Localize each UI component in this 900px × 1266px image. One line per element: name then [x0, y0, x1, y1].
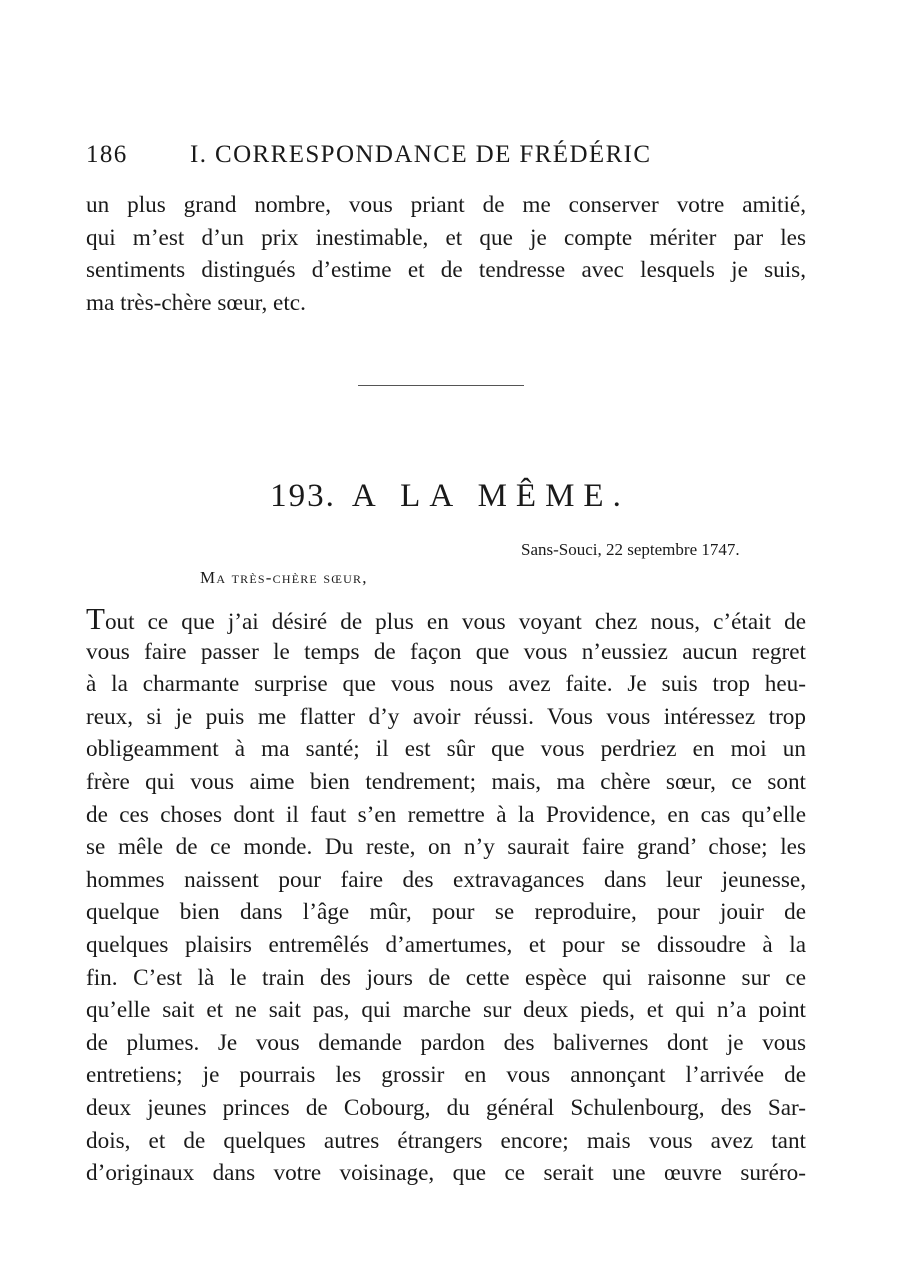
letter-salutation: Ma très-chère sœur,: [200, 568, 368, 587]
letter-body: [86, 603, 806, 1190]
text-line: quelque bien dans l’âge mûr, pour se reproduire, pour jouir de: [86, 899, 806, 926]
drop-cap: T: [86, 603, 105, 636]
section-divider: [358, 385, 524, 386]
text-line: vous faire passer le temps de façon que vous n’eussiez aucun regret: [86, 638, 806, 665]
text-line: deux jeunes princes de Cobourg, du général Schulenbourg, des Sar-: [86, 1094, 806, 1121]
text-line: reux, si je puis me flatter d’y avoir réussi. Vous vous intéressez trop: [86, 703, 806, 730]
text-line: entretiens; je pourrais les grossir en vous annonçant l’arrivée de: [86, 1062, 806, 1089]
page-number: 186: [86, 141, 128, 168]
text-line: qu’elle sait et ne sait pas, qui marche sur deux pieds, et qui n’a point: [86, 997, 806, 1024]
text-line: un plus grand nombre, vous priant de me conserver votre amitié,: [86, 192, 806, 218]
text-line: frère qui vous aime bien tendrement; mais, ma chère sœur, ce sont: [86, 768, 806, 795]
text-line: fin. C’est là le train des jours de cette espèce qui raisonne sur ce: [86, 964, 806, 991]
running-head-title: I. CORRESPONDANCE DE FRÉDÉRIC: [190, 141, 652, 168]
text-line: quelques plaisirs entremêlés d’amertumes, et pour se dissoudre à la: [86, 931, 806, 958]
text-line: de ces choses dont il faut s’en remettre à la Providence, en cas qu’elle: [86, 801, 806, 828]
text-line: [86, 603, 806, 636]
letter-dateline: Sans-Souci, 22 septembre 1747.: [521, 540, 740, 559]
text-line: dois, et de quelques autres étrangers encore; mais vous avez tant: [86, 1127, 806, 1154]
running-head: [86, 141, 806, 175]
text-line: se mêle de ce monde. Du reste, on n’y saurait faire grand’ chose; les: [86, 834, 806, 861]
first-line-text: out ce que j’ai désiré de plus en vous voyant chez nous, c’était de: [104, 609, 806, 635]
continuation-paragraph: [86, 189, 806, 319]
text-line: sentiments distingués d’estime et de tendresse avec lesquels je suis,: [86, 257, 806, 284]
letter-title: A LA MÊME.: [351, 478, 630, 514]
text-line: à la charmante surprise que vous nous avez faite. Je suis trop heu-: [86, 671, 806, 698]
text-line: hommes naissent pour faire des extravagances dans leur jeunesse,: [86, 866, 806, 893]
text-line: d’originaux dans votre voisinage, que ce serait une œuvre suréro-: [86, 1160, 806, 1187]
text-line: qui m’est d’un prix inestimable, et que je compte mériter par les: [86, 224, 806, 251]
text-line: de plumes. Je vous demande pardon des balivernes dont je vous: [86, 1029, 806, 1056]
letter-heading: [0, 478, 900, 515]
letter-number: 193.: [270, 478, 336, 514]
text-line: obligeamment à ma santé; il est sûr que vous perdriez en moi un: [86, 736, 806, 763]
text-line: ma très-chère sœur, etc.: [86, 289, 306, 316]
